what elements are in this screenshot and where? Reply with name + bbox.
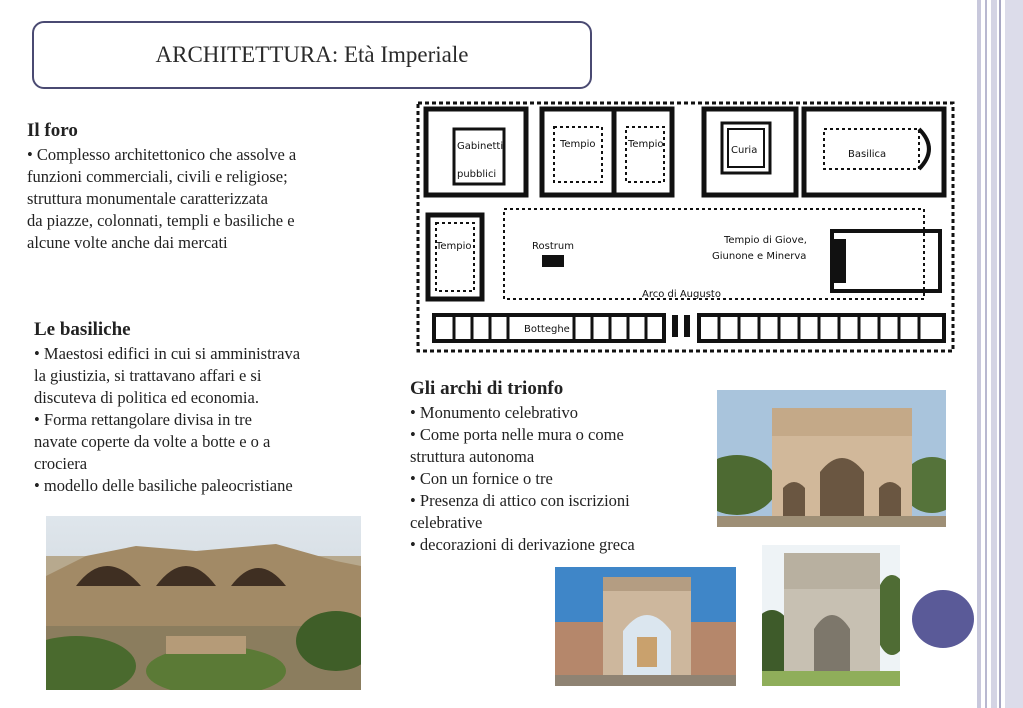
basiliche-line: • Maestosi edifici in cui si amministrava — [34, 344, 301, 363]
archi-heading: Gli archi di trionfo — [410, 378, 564, 399]
archi-section — [410, 376, 710, 556]
basiliche-section — [34, 317, 394, 497]
archi-line: • Con un fornice o tre — [410, 469, 553, 488]
basiliche-line: crociera — [34, 454, 88, 473]
archi-line: • Monumento celebrativo — [410, 403, 578, 422]
plan-label-botteghe: Botteghe — [524, 324, 570, 335]
plan-label-gabinetti: Gabinetti — [457, 141, 504, 152]
basiliche-line: navate coperte da volte a botte e o a — [34, 432, 271, 451]
basiliche-line: la giustizia, si trattavano affari e si — [34, 366, 262, 385]
foro-line: • Complesso architettonico che assolve a — [27, 145, 297, 164]
basiliche-line: • modello delle basiliche paleocristiane — [34, 476, 293, 495]
plan-label-tempio: Tempio — [628, 139, 664, 150]
title-box — [32, 21, 592, 89]
arch-augustus-photo — [555, 567, 736, 686]
plan-label-pubblici: pubblici — [457, 169, 497, 180]
archi-line: • Presenza di attico con iscrizioni — [410, 491, 630, 510]
foro-line: funzioni commerciali, civili e religiose; — [27, 167, 288, 186]
basiliche-heading: Le basiliche — [34, 319, 131, 340]
forum-plan-image — [414, 99, 957, 355]
page-title: ARCHITETTURA: Età Imperiale — [155, 42, 469, 67]
foro-section — [27, 118, 387, 254]
archi-line: celebrative — [410, 513, 483, 532]
basilica-ruins-photo — [46, 516, 361, 690]
nav-circle-button[interactable] — [912, 590, 974, 648]
plan-label-tempio: Tempio — [436, 241, 472, 252]
plan-label-tempio-giove: Tempio di Giove, — [724, 235, 807, 246]
plan-label-tempio: Tempio — [560, 139, 596, 150]
archi-line: • decorazioni di derivazione greca — [410, 535, 635, 554]
archi-line: struttura autonoma — [410, 447, 535, 466]
basiliche-line: discuteva di politica ed economia. — [34, 388, 259, 407]
arch-trajan-photo — [762, 545, 900, 686]
foro-heading: Il foro — [27, 120, 78, 141]
archi-line: • Come porta nelle mura o come — [410, 425, 624, 444]
basiliche-line: • Forma rettangolare divisa in tre — [34, 410, 252, 429]
foro-line: alcune volte anche dai mercati — [27, 233, 228, 252]
foro-line: struttura monumentale caratterizzata — [27, 189, 268, 208]
plan-label-rostrum: Rostrum — [532, 241, 574, 252]
arch-constantine-photo — [717, 390, 946, 527]
plan-label-arco: Arco di Augusto — [642, 289, 721, 300]
right-decorative-stripes — [977, 0, 1023, 708]
plan-label-tempio-giove: Giunone e Minerva — [712, 251, 807, 262]
foro-line: da piazze, colonnati, templi e basiliche e — [27, 211, 295, 230]
plan-label-basilica: Basilica — [848, 149, 887, 160]
plan-label-curia: Curia — [731, 145, 758, 156]
